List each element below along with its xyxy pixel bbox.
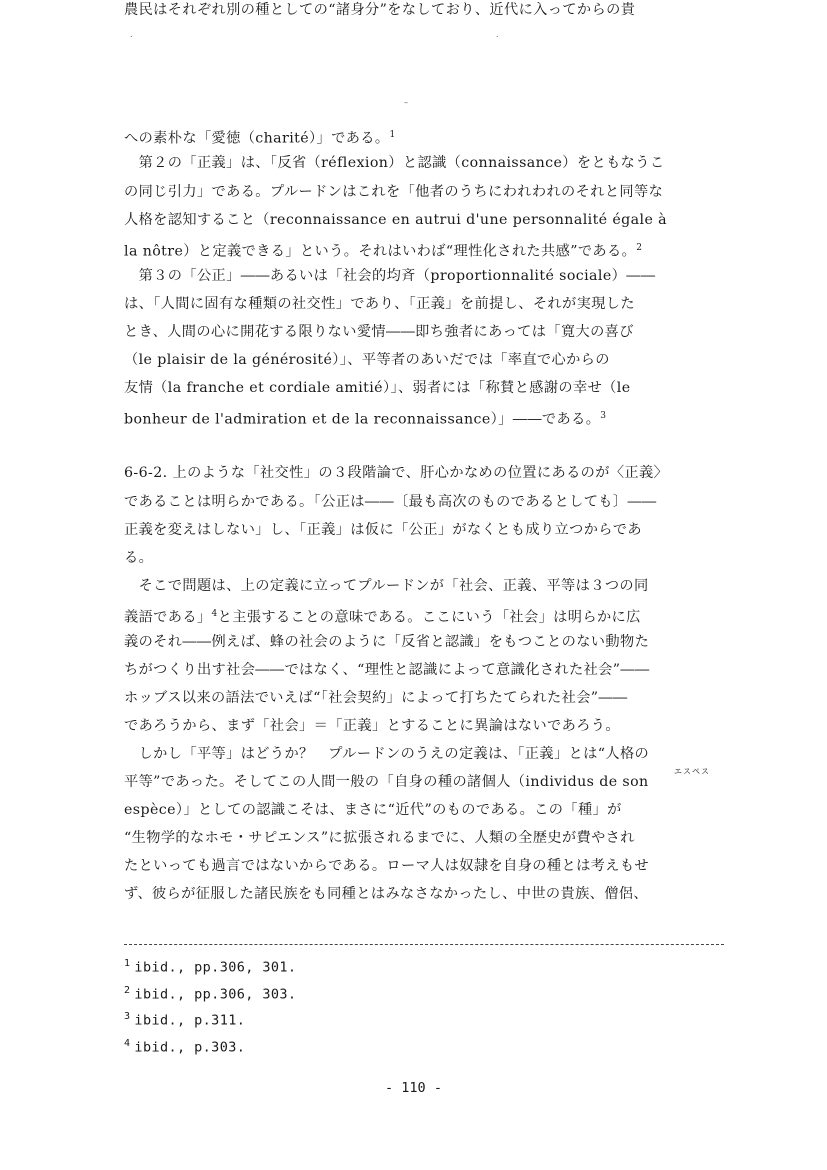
line-text: 友情（la franche et cordiale amitié）」、弱者には「称賛と感謝の幸せ（le: [124, 380, 631, 396]
line-text: とき、人間の心に開花する限りない愛情――即ち強者にあっては「寛大の喜び: [124, 324, 634, 340]
text-line: [124, 238, 642, 262]
footnote-separator: [124, 944, 724, 945]
line-text: 第２の「正義」は、「反省（réflexion）と認識（connaissance）をともなうこ: [124, 155, 665, 171]
line-text: bonheur de l'admiration et de la reconnaissance）」――である。: [124, 411, 601, 428]
text-line: [124, 182, 663, 202]
footnote: $^3$ ibid., p.311.: [124, 1011, 246, 1029]
text-line: [124, 0, 635, 20]
line-text: ホッブス以来の語法でいえば“「社会契約」によって打ちたてられた社会”――: [124, 690, 628, 706]
footnote-ref: 1: [389, 130, 396, 140]
line-text: 平等”であった。そしてこの人間一般の「自身の種の諸個人（individus de son: [124, 774, 649, 790]
line-text: への素朴な「愛徳（charité）」である。: [124, 130, 390, 147]
footnote-ref: 4: [211, 609, 218, 619]
footnote: $^2$ ibid., pp.306, 303.: [124, 985, 297, 1003]
line-text: 義のそれ――例えば、蜂の社会のように「反省と認識」をもつことのない動物た: [124, 634, 650, 650]
text-line: [124, 350, 610, 370]
line-text: la nôtre）と定義できる」という。それはいわば“理性化された共感”である。: [124, 243, 637, 260]
footnote: $^4$ ibid., p.303.: [124, 1038, 246, 1056]
line-text: 正義を変えはしない」し、「正義」は仮に「公正」がなくとも成り立つからであ: [124, 522, 642, 538]
footnote-ref: 3: [600, 411, 607, 421]
text-line: [124, 800, 622, 820]
scan-speck: .: [496, 30, 499, 39]
text-line: [124, 772, 649, 792]
text-line: [124, 632, 649, 652]
line-text: そこで問題は、上の定義に立ってプルードンが「社会、正義、平等は３つの同: [124, 578, 649, 594]
scan-speck: .: [130, 30, 133, 39]
page-number: - 110 -: [385, 1080, 442, 1096]
text-line: [124, 688, 628, 708]
text-line: [124, 548, 153, 568]
text-line: [124, 463, 668, 483]
line-text: 農民はそれぞれ別の種としての“諸身分”をなしており、近代に入ってからの貴: [124, 2, 636, 18]
text-line: [124, 125, 396, 149]
line-text: であることは明らかである。「公正は――〔最も高次のものであるとしても〕――: [124, 494, 657, 510]
text-line: [124, 744, 649, 764]
line-text: と主張することの意味である。ここにいう「社会」は明らかに広: [217, 609, 641, 626]
line-text: は、「人間に固有な種類の社交性」であり、「正義」を前提し、それが実現した: [124, 296, 635, 312]
line-text: たといっても過言ではないからである。ローマ人は奴隷を自身の種とは考えもせ: [124, 858, 650, 874]
line-text: 義語である」: [124, 609, 212, 626]
line-text: であろうから、まず「社会」＝「正義」とすることに異論はないであろう。: [124, 718, 620, 734]
footnote-ref: 2: [636, 243, 643, 253]
line-text: しかし「平等」はどうか？ プルードンのうえの定義は、「正義」とは“人格の: [124, 746, 650, 762]
line-text: 人格を認知すること（reconnaissance en autrui d'une personnalité égale à: [124, 212, 668, 228]
text-line: [124, 856, 649, 876]
line-text: ず、彼らが征服した諸民族をも同種とはみなさなかったし、中世の貴族、僧侶、: [124, 886, 649, 902]
line-text: 第３の「公正」――あるいは「社会的均斉（proportionnalité sociale）――: [124, 268, 656, 284]
text-line: [124, 604, 641, 628]
text-line: [124, 266, 655, 286]
line-text: る。: [124, 550, 154, 566]
text-line: [124, 210, 667, 230]
top-mark: –: [404, 98, 408, 107]
footnote: $^1$ ibid., pp.306, 301.: [124, 958, 297, 976]
line-text: “生物学的なホモ・サピエンス”に拡張されるまでに、人類の全歴史が費やされ: [124, 830, 635, 846]
text-line: [124, 153, 664, 173]
line-text: 6-6-2. 上のような「社交性」の３段階論で、肝心かなめの位置にあるのが〈正義〉: [124, 465, 669, 481]
text-line: [124, 406, 606, 430]
text-line: [124, 660, 650, 680]
text-line: [124, 294, 635, 314]
text-line: [124, 378, 631, 398]
line-text: espèce）」としての認識こそは、まさに“近代”のものである。この「種」が: [124, 802, 622, 818]
text-line: [124, 576, 649, 596]
text-line: [124, 492, 657, 512]
text-line: [124, 884, 648, 904]
ruby-annotation: エスペス: [674, 767, 710, 776]
text-line: [124, 520, 642, 540]
text-line: [124, 716, 620, 736]
text-line: [124, 322, 634, 342]
line-text: ちがつくり出す社会――ではなく、“理性と認識によって意識化された社会”――: [124, 662, 650, 678]
line-text: の同じ引力」である。プルードンはこれを「他者のうちにわれわれのそれと同等な: [124, 184, 664, 200]
text-line: [124, 828, 635, 848]
line-text: （le plaisir de la générosité）」、平等者のあいだでは「率直で心からの: [124, 352, 610, 368]
